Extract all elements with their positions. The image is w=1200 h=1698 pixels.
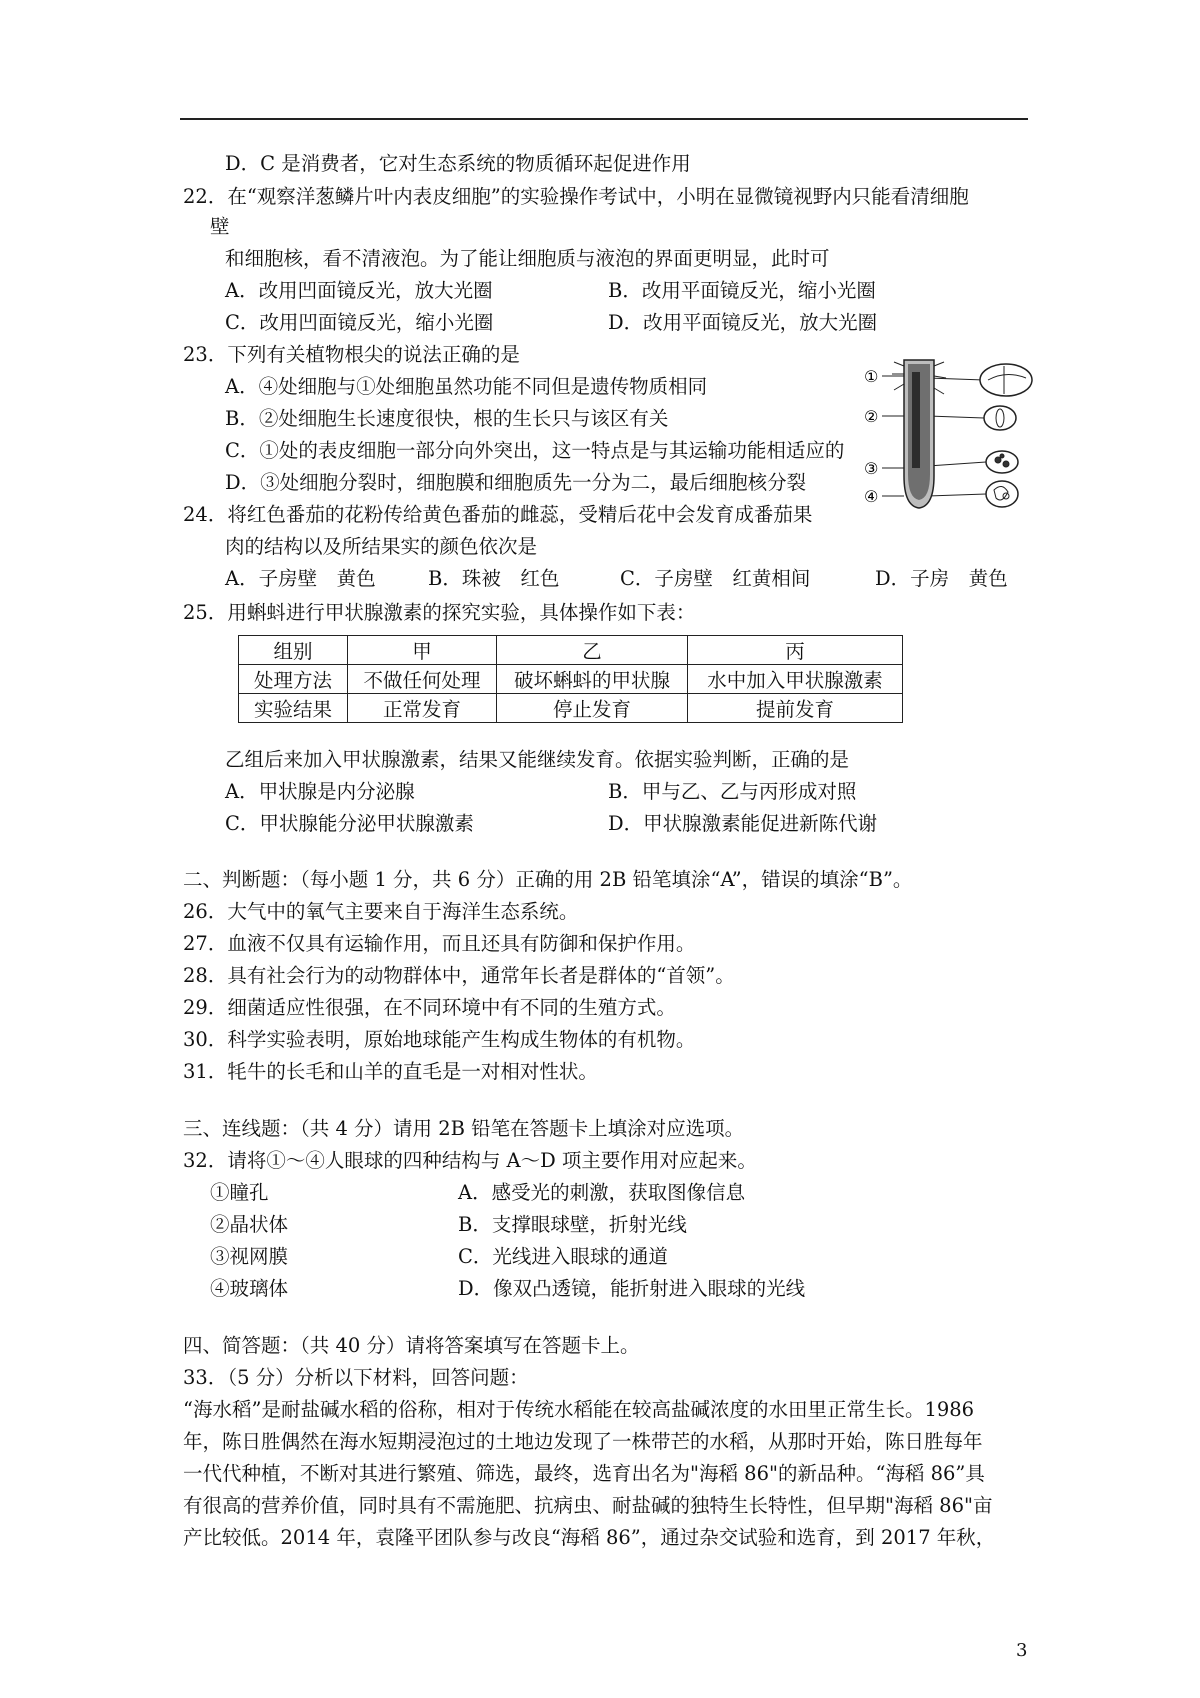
- figure-label-2: ②: [864, 407, 879, 426]
- q22-stem: 22．在“观察洋葱鳞片叶内表皮细胞”的实验操作考试中，小明在显微镜视野内只能看清细胞: [183, 185, 969, 208]
- table-cell: 提前发育: [688, 694, 903, 723]
- q22-stem-wrap: 壁: [210, 215, 230, 238]
- figure-label-4: ④: [864, 487, 879, 506]
- q25-stem: 25．用蝌蚪进行甲状腺激素的探究实验，具体操作如下表：: [183, 601, 696, 624]
- q23-stem: 23．下列有关植物根尖的说法正确的是: [183, 343, 520, 366]
- table-header-cell: 甲: [348, 636, 497, 665]
- q25-followup: 乙组后来加入甲状腺激素，结果又能继续发育。依据实验判断，正确的是: [225, 748, 850, 771]
- q25-option-a: A．甲状腺是内分泌腺: [225, 780, 415, 803]
- match-left-item: ③视网膜: [210, 1245, 289, 1268]
- cell-insets: [980, 364, 1032, 507]
- q25-option-c: C．甲状腺能分泌甲状腺激素: [225, 812, 474, 835]
- q23-option-a: A．④处细胞与①处细胞虽然功能不同但是遗传物质相同: [225, 375, 708, 398]
- match-left-item: ④玻璃体: [210, 1277, 289, 1300]
- q22-option-a: A．改用凹面镜反光，放大光圈: [225, 279, 493, 302]
- table-header-cell: 丙: [688, 636, 903, 665]
- table-header-cell: 乙: [497, 636, 688, 665]
- q24-option-c: C．子房壁 红黄相间: [620, 567, 811, 590]
- table-header-cell: 组别: [239, 636, 348, 665]
- list-item: 29．细菌适应性很强，在不同环境中有不同的生殖方式。: [183, 996, 676, 1019]
- table-cell: 处理方法: [239, 665, 348, 694]
- match-right-item: A．感受光的刺激，获取图像信息: [458, 1181, 746, 1204]
- q24-option-b: B．珠被 红色: [428, 567, 560, 590]
- match-right-item: B．支撑眼球壁，折射光线: [458, 1213, 687, 1236]
- match-left-item: ②晶状体: [210, 1213, 289, 1236]
- experiment-table: [238, 635, 903, 723]
- table-cell: 破坏蝌蚪的甲状腺: [497, 665, 688, 694]
- root-shape: [892, 360, 946, 508]
- q22-stem-cont: 和细胞核，看不清液泡。为了能让细胞质与液泡的界面更明显，此时可: [225, 247, 830, 270]
- list-item: 28．具有社会行为的动物群体中，通常年长者是群体的“首领”。: [183, 964, 735, 987]
- table-cell: 实验结果: [239, 694, 348, 723]
- table-cell: 正常发育: [348, 694, 497, 723]
- passage-line: 产比较低。2014 年，袁隆平团队参与改良“海稻 86”，通过杂交试验和选育，到 2017 年秋，: [183, 1526, 996, 1549]
- section4-title: 四、简答题：（共 40 分）请将答案填写在答题卡上。: [183, 1334, 640, 1357]
- q21-option-d: D．C 是消费者，它对生态系统的物质循环起促进作用: [225, 152, 691, 175]
- section3-title: 三、连线题：（共 4 分）请用 2B 铅笔在答题卡上填涂对应选项。: [183, 1117, 745, 1140]
- q23-option-c: C．①处的表皮细胞一部分向外突出，这一特点是与其运输功能相适应的: [225, 439, 845, 462]
- q24-stem-cont: 肉的结构以及所结果实的颜色依次是: [225, 535, 538, 558]
- q25-option-b: B．甲与乙、乙与丙形成对照: [608, 780, 857, 803]
- list-item: 27．血液不仅具有运输作用，而且还具有防御和保护作用。: [183, 932, 696, 955]
- match-right-item: D．像双凸透镜，能折射进入眼球的光线: [458, 1277, 806, 1300]
- table-cell: 停止发育: [497, 694, 688, 723]
- table-row: [239, 694, 903, 723]
- list-item: 30．科学实验表明，原始地球能产生构成生物体的有机物。: [183, 1028, 696, 1051]
- q23-option-b: B．②处细胞生长速度很快，根的生长只与该区有关: [225, 407, 669, 430]
- header-rule: [180, 118, 1028, 120]
- match-left-item: ①瞳孔: [210, 1181, 269, 1204]
- page-number: 3: [1016, 1640, 1028, 1661]
- q24-option-d: D．子房 黄色: [875, 567, 1008, 590]
- match-right-item: C．光线进入眼球的通道: [458, 1245, 668, 1268]
- q24-option-a: A．子房壁 黄色: [225, 567, 376, 590]
- table-cell: 不做任何处理: [348, 665, 497, 694]
- passage-line: 年，陈日胜偶然在海水短期浸泡过的土地边发现了一株带芒的水稻，从那时开始，陈日胜每年: [183, 1430, 983, 1453]
- q32-stem: 32．请将①～④人眼球的四种结构与 A～D 项主要作用对应起来。: [183, 1149, 757, 1172]
- figure-label-3: ③: [864, 459, 879, 478]
- list-item: 26．大气中的氧气主要来自于海洋生态系统。: [183, 900, 579, 923]
- q24-stem: 24．将红色番茄的花粉传给黄色番茄的雌蕊，受精后花中会发育成番茄果: [183, 503, 813, 526]
- table-cell: 水中加入甲状腺激素: [688, 665, 903, 694]
- table-header-row: [239, 636, 903, 665]
- passage-line: “海水稻”是耐盐碱水稻的俗称，相对于传统水稻能在较高盐碱浓度的水田里正常生长。1986: [183, 1398, 975, 1421]
- q22-option-c: C．改用凹面镜反光，缩小光圈: [225, 311, 494, 334]
- passage-line: 有很高的营养价值，同时具有不需施肥、抗病虫、耐盐碱的独特生长特性，但早期"海稻 86"亩: [183, 1494, 993, 1517]
- q25-option-d: D．甲状腺激素能促进新陈代谢: [608, 812, 878, 835]
- list-item: 31．牦牛的长毛和山羊的直毛是一对相对性状。: [183, 1060, 598, 1083]
- q22-option-d: D．改用平面镜反光，放大光圈: [608, 311, 878, 334]
- q22-option-b: B．改用平面镜反光，缩小光圈: [608, 279, 876, 302]
- section2-title: 二、判断题：（每小题 1 分，共 6 分）正确的用 2B 铅笔填涂“A”，错误的填涂“B”。: [183, 868, 913, 891]
- passage-line: 一代代种植，不断对其进行繁殖、筛选，最终，选育出名为"海稻 86"的新品种。“海稻 86”具: [183, 1462, 985, 1485]
- q23-option-d: D．③处细胞分裂时，细胞膜和细胞质先一分为二，最后细胞核分裂: [225, 471, 807, 494]
- figure-label-1: ①: [864, 367, 879, 386]
- root-tip-figure: [856, 356, 1046, 512]
- q33-stem: 33．（5 分）分析以下材料，回答问题：: [183, 1366, 529, 1389]
- table-row: [239, 665, 903, 694]
